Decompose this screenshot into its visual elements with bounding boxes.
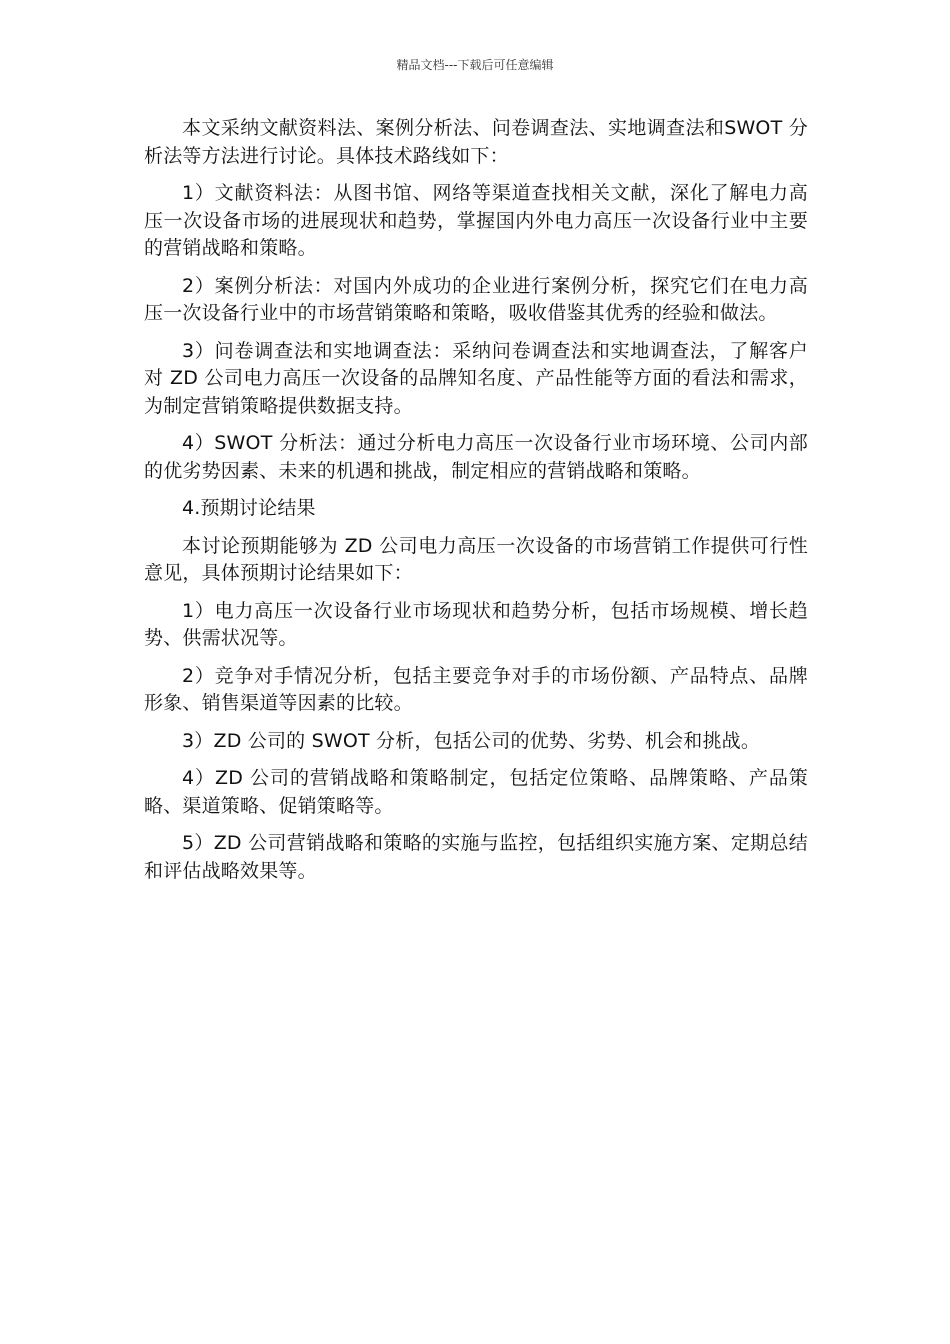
section-heading-expected-results: 4.预期讨论结果 — [182, 497, 316, 519]
paragraph-result-market: 1）电力高压一次设备行业市场现状和趋势分析，包括市场规模、增长趋势、供需状况等。 — [144, 599, 808, 649]
page-header: 精品文档---下载后可任意编辑 — [396, 58, 554, 72]
paragraph-result-swot: 3）ZD 公司的 SWOT 分析，包括公司的优势、劣势、机会和挑战。 — [182, 729, 761, 752]
paragraph-survey-method: 3）问卷调查法和实地调查法：采纳问卷调查法和实地调查法，了解客户对 ZD 公司电力高压一次设备的品牌知名度、产品性能等方面的看法和需求，为制定营销策略提供数据支持。 — [144, 339, 808, 417]
paragraph-case-method: 2）案例分析法：对国内外成功的企业进行案例分析，探究它们在电力高压一次设备行业中的市场营销策略和策略，吸收借鉴其优秀的经验和做法。 — [144, 274, 808, 324]
paragraph-result-strategy: 4）ZD 公司的营销战略和策略制定，包括定位策略、品牌策略、产品策略、渠道策略、促销策略等。 — [144, 767, 808, 817]
paragraph-methods-intro: 本文采纳文献资料法、案例分析法、问卷调查法、实地调查法和SWOT 分析法等方法进行讨论。具体技术路线如下： — [144, 117, 808, 167]
paragraph-literature-method: 1）文献资料法：从图书馆、网络等渠道查找相关文献，深化了解电力高压一次设备市场的进展现状和趋势，掌握国内外电力高压一次设备行业中主要的营销战略和策略。 — [144, 182, 808, 259]
paragraph-swot-method: 4）SWOT 分析法：通过分析电力高压一次设备行业市场环境、公司内部的优劣势因素、未来的机遇和挑战，制定相应的营销战略和策略。 — [144, 432, 808, 482]
paragraph-result-competitors: 2）竞争对手情况分析，包括主要竞争对手的市场份额、产品特点、品牌形象、销售渠道等因素的比较。 — [144, 664, 808, 714]
paragraph-results-intro: 本讨论预期能够为 ZD 公司电力高压一次设备的市场营销工作提供可行性意见，具体预期讨论结果如下： — [144, 534, 808, 584]
document-body — [144, 115, 808, 895]
paragraph-result-implementation: 5）ZD 公司营销战略和策略的实施与监控，包括组织实施方案、定期总结和评估战略效果等。 — [144, 832, 808, 882]
